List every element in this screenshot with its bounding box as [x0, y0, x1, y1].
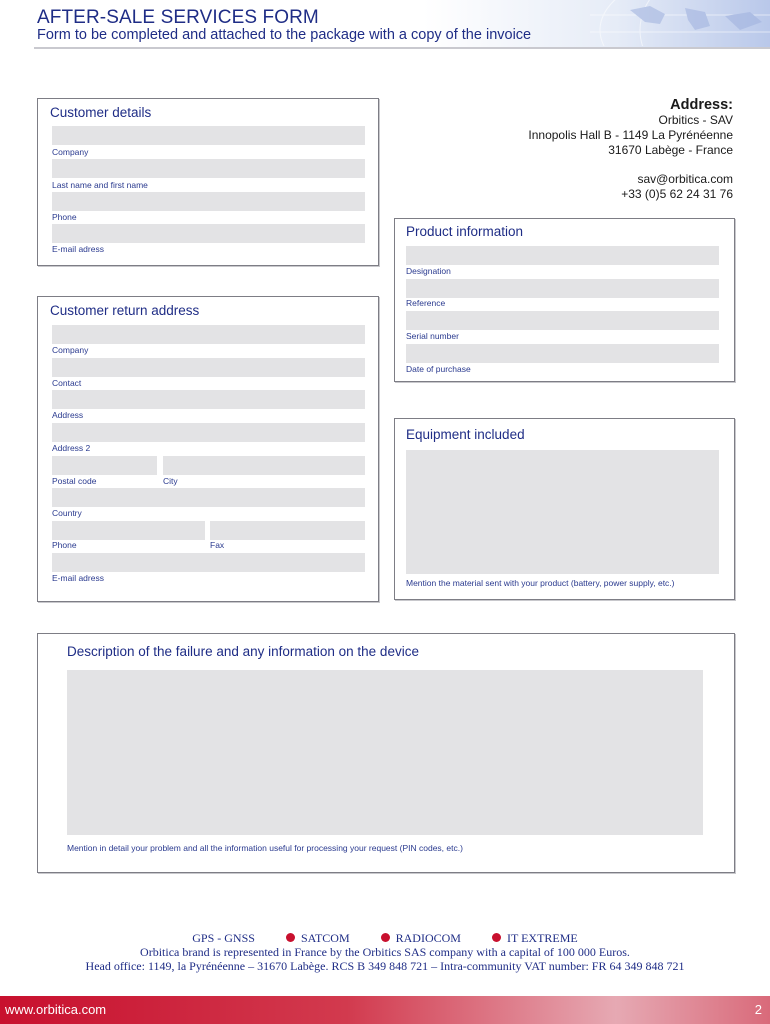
email-field[interactable] — [52, 224, 365, 243]
address2-label: Address 2 — [52, 443, 91, 453]
address-label: Address — [52, 410, 84, 420]
website-link[interactable]: www.orbitica.com — [5, 1002, 107, 1017]
return-company-field[interactable] — [52, 325, 365, 344]
reference-label: Reference — [406, 298, 446, 308]
postal-code-label: Postal code — [52, 476, 97, 486]
country-label: Country — [52, 508, 82, 518]
failure-description-section — [37, 633, 735, 873]
bottom-bar — [0, 996, 770, 1024]
return-phone-field[interactable] — [52, 521, 205, 540]
postal-code-field[interactable] — [52, 456, 157, 475]
page-number: 2 — [754, 1002, 762, 1017]
page-title: AFTER-SALE SERVICES FORM — [37, 7, 319, 28]
address-phone: +33 (0)5 62 24 31 76 — [621, 187, 733, 201]
designation-field[interactable] — [406, 246, 719, 265]
address-line-1: Orbitics - SAV — [658, 113, 733, 127]
city-field[interactable] — [163, 456, 365, 475]
email-label: E-mail adress — [52, 244, 104, 254]
footer-tags — [0, 931, 770, 946]
return-email-label: E-mail adress — [52, 573, 104, 583]
company-field[interactable] — [52, 126, 365, 145]
page-subtitle: Form to be completed and attached to the package with a copy of the invoice — [37, 27, 532, 43]
customer-details-section — [37, 98, 379, 266]
equipment-section — [394, 418, 735, 600]
address-line-2: Innopolis Hall B - 1149 La Pyrénéenne — [528, 128, 733, 142]
globe-map-icon — [590, 0, 770, 46]
contact-field[interactable] — [52, 358, 365, 377]
footer-legal-line-1: Orbitica brand is represented in France by the Orbitics SAS company with a capital of 100 000 Euros. — [140, 945, 630, 959]
bullet-icon — [286, 933, 295, 942]
serial-number-label: Serial number — [406, 331, 459, 341]
return-address-title: Customer return address — [50, 303, 200, 318]
serial-number-field[interactable] — [406, 311, 719, 330]
phone-field[interactable] — [52, 192, 365, 211]
phone-label: Phone — [52, 212, 77, 222]
address-line-3: 31670 Labège - France — [608, 143, 733, 157]
designation-label: Designation — [406, 266, 451, 276]
address-field[interactable] — [52, 390, 365, 409]
bullet-icon — [492, 933, 501, 942]
failure-description-title: Description of the failure and any information on the device — [67, 644, 419, 659]
product-information-title: Product information — [406, 224, 524, 239]
tag-it-extreme: IT EXTREME — [506, 931, 578, 945]
address-email[interactable]: sav@orbitica.com — [637, 172, 733, 186]
failure-description-textarea[interactable] — [67, 670, 703, 835]
return-company-label: Company — [52, 345, 89, 355]
tag-satcom: SATCOM — [300, 931, 350, 945]
equipment-title: Equipment included — [406, 427, 525, 442]
product-information-section — [394, 218, 735, 382]
tag-gps-gnss: GPS - GNSS — [192, 931, 255, 945]
bullet-icon — [381, 933, 390, 942]
tag-it-extreme-wrap — [492, 931, 578, 945]
fax-label: Fax — [210, 540, 225, 550]
tag-radiocom: RADIOCOM — [395, 931, 461, 945]
company-label: Company — [52, 147, 89, 157]
contact-label: Contact — [52, 378, 82, 388]
date-of-purchase-field[interactable] — [406, 344, 719, 363]
date-of-purchase-label: Date of purchase — [406, 364, 471, 374]
return-email-field[interactable] — [52, 553, 365, 572]
equipment-hint: Mention the material sent with your product (battery, power supply, etc.) — [406, 578, 675, 588]
page-header — [0, 0, 770, 48]
reference-field[interactable] — [406, 279, 719, 298]
country-field[interactable] — [52, 488, 365, 507]
footer-legal-line-2: Head office: 1149, la Pyrénéenne – 31670 Labège. RCS B 349 848 721 – Intra-community VAT number: FR 64 349 848 721 — [85, 959, 685, 973]
header-divider — [34, 47, 770, 49]
tag-radiocom-wrap — [381, 931, 461, 945]
fax-field[interactable] — [210, 521, 365, 540]
address-title: Address: — [670, 97, 733, 113]
return-phone-label: Phone — [52, 540, 77, 550]
name-field[interactable] — [52, 159, 365, 178]
name-label: Last name and first name — [52, 180, 148, 190]
customer-details-title: Customer details — [50, 105, 152, 120]
failure-description-hint: Mention in detail your problem and all the information useful for processing your request (PIN codes, etc.) — [67, 843, 463, 853]
city-label: City — [163, 476, 178, 486]
equipment-textarea[interactable] — [406, 450, 719, 574]
tag-satcom-wrap — [286, 931, 350, 945]
address2-field[interactable] — [52, 423, 365, 442]
return-address-section — [37, 296, 379, 602]
